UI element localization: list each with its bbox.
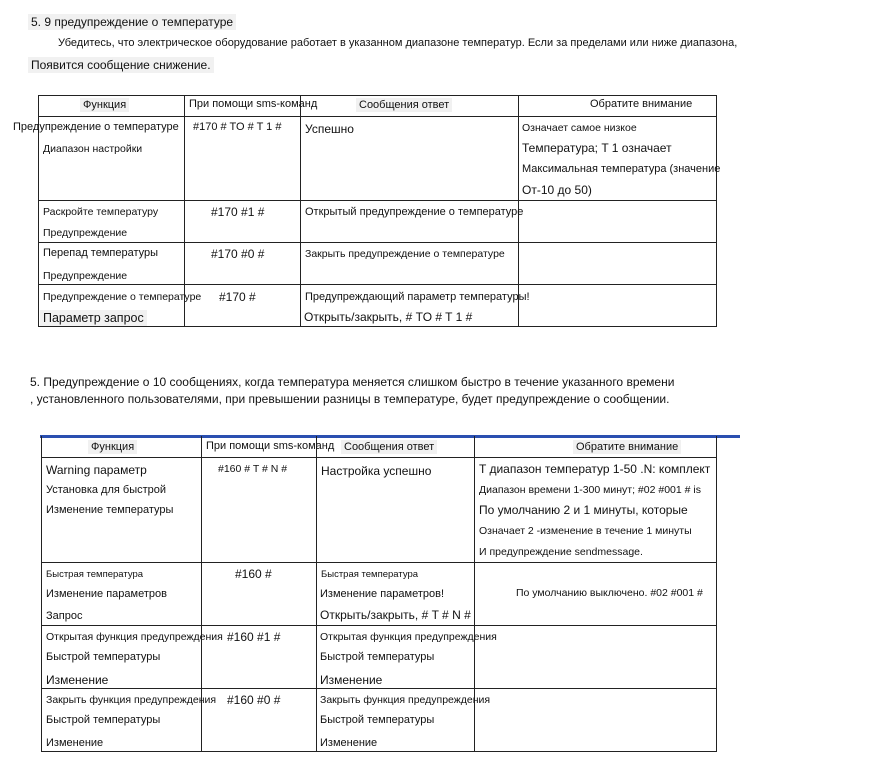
table-cell: Быстрая температура <box>321 569 419 580</box>
table2-header-note: Обратите внимание <box>573 440 681 454</box>
table2-header-response: Сообщения ответ <box>341 440 437 454</box>
table1-header-function: Функция <box>80 98 129 112</box>
table-cell: Быстрой температуры <box>46 714 161 726</box>
table-cell: Быстрая температура <box>46 569 144 580</box>
table-cell: Диапазон времени 1-300 минут; #02 #001 # is <box>479 484 701 496</box>
table1-header-note: Обратите внимание <box>590 98 693 110</box>
table-cell: Запрос <box>46 610 83 622</box>
table-cell: Изменение <box>320 737 378 749</box>
table2-header-command: При помощи sms-команд <box>206 440 335 452</box>
table-cell: От-10 до 50) <box>522 183 592 197</box>
section1-intro-line2: Появится сообщение снижение. <box>28 57 214 73</box>
table-cell: Изменение <box>46 737 104 749</box>
table-cell: Настройка успешно <box>321 464 432 478</box>
table1-header-command: При помощи sms-команд <box>189 98 318 110</box>
table-cell: Warning параметр <box>46 463 147 477</box>
table-cell: И предупреждение sendmessage. <box>479 546 643 558</box>
table-cell: Изменение параметров! <box>320 588 445 600</box>
table-cell: Открыть/закрыть, # T # N # <box>320 608 471 622</box>
table-cell: Означает 2 -изменение в течение 1 минуты <box>479 525 692 537</box>
table-cell: Раскройте температуру <box>43 206 159 218</box>
table-cell: #170 # <box>219 290 256 304</box>
section2-heading-line2: , установленного пользователями, при превышении разницы в температуре, будет предупреждение о сообщении. <box>30 392 670 406</box>
section1-intro-line1: Убедитесь, что электрическое оборудование работает в указанном диапазоне температур. Если за пределами или ниже диапазона, <box>58 37 738 49</box>
section1-heading: 5. 9 предупреждение о температуре <box>28 14 236 30</box>
table-cell: Температура; T 1 означает <box>522 141 672 155</box>
table-cell: #170 #1 # <box>211 205 265 219</box>
table1-header-response: Сообщения ответ <box>356 98 452 112</box>
table-cell: #160 # T # N # <box>218 463 288 475</box>
table2-header-function: Функция <box>88 440 137 454</box>
table-cell: #160 # <box>235 567 272 581</box>
table-cell: Открытая функция предупреждения <box>46 631 223 643</box>
table-cell: По умолчанию выключено. #02 #001 # <box>516 587 703 599</box>
table-cell: Открыть/закрыть, # TO # T 1 # <box>304 310 473 324</box>
table-cell: Предупреждающий параметр температуры! <box>305 291 530 303</box>
table-cell: Открытая функция предупреждения <box>320 631 497 643</box>
table-cell: Максимальная температура (значение <box>522 163 721 175</box>
table-cell: #160 #0 # <box>227 693 281 707</box>
table-cell: Быстрой температуры <box>46 651 161 663</box>
table-cell: Открытый предупреждение о температуре <box>305 206 524 218</box>
table-cell: Предупреждение о температуре <box>13 121 179 133</box>
table-cell: #170 # TO # T 1 # <box>193 121 282 133</box>
table-cell: Изменение <box>320 673 383 687</box>
table-cell: Означает самое низкое <box>522 122 637 134</box>
table-cell: Успешно <box>305 122 354 136</box>
table-cell: Изменение <box>46 673 109 687</box>
table-cell: T диапазон температур 1-50 .N: комплект <box>479 462 711 476</box>
table-cell: Параметр запрос <box>40 310 147 326</box>
table-cell: Изменение параметров <box>46 588 167 600</box>
table-cell: Перепад температуры <box>43 247 159 259</box>
table-cell: Предупреждение <box>43 227 128 239</box>
table-cell: #160 #1 # <box>227 630 281 644</box>
table-cell: По умолчанию 2 и 1 минуты, которые <box>479 503 688 517</box>
table-cell: #170 #0 # <box>211 247 265 261</box>
table-cell: Предупреждение <box>43 270 128 282</box>
table-cell: Установка для быстрой <box>46 484 167 496</box>
table-cell: Закрыть предупреждение о температуре <box>305 248 505 260</box>
table-cell: Быстрой температуры <box>320 651 435 663</box>
table-cell: Изменение температуры <box>46 504 174 516</box>
table-cell: Закрыть функция предупреждения <box>46 694 217 706</box>
table-cell: Предупреждение о температуре <box>43 291 202 303</box>
table-cell: Диапазон настройки <box>43 143 143 155</box>
table-cell: Закрыть функция предупреждения <box>320 694 491 706</box>
table-cell: Быстрой температуры <box>320 714 435 726</box>
section2-heading-line1: 5. Предупреждение о 10 сообщениях, когда температура меняется слишком быстро в течение указанного времени <box>30 375 675 389</box>
